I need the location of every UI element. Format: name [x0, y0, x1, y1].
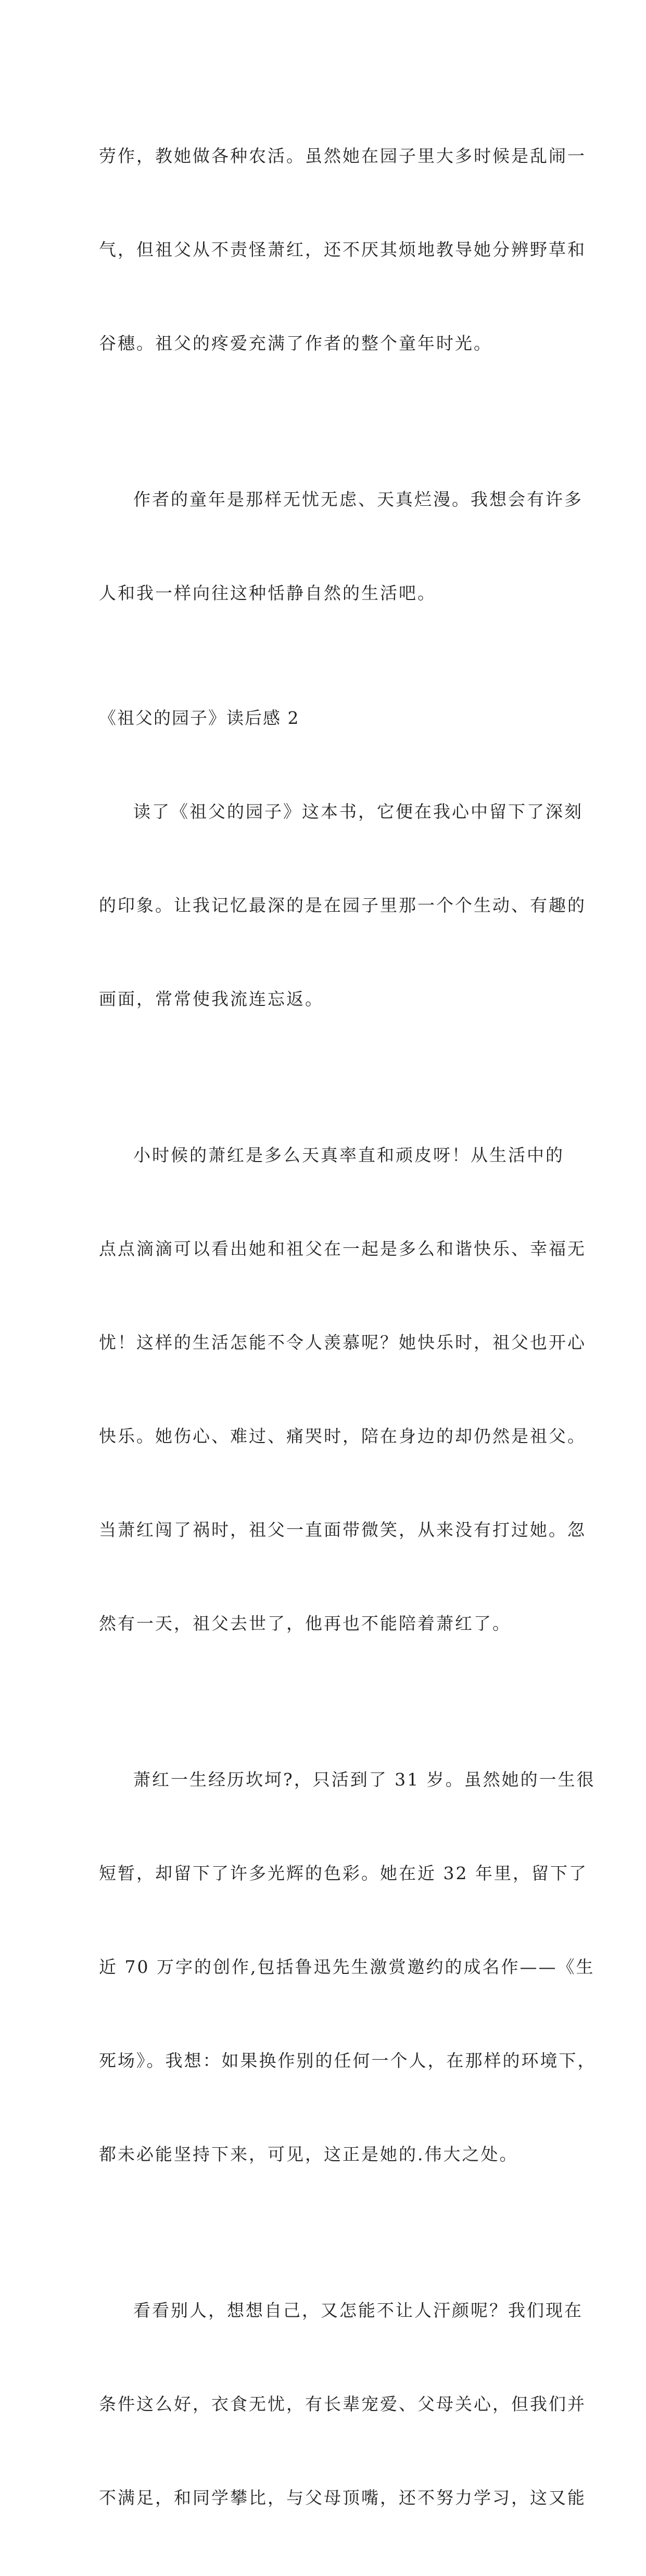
text-line: 不满足，和同学攀比，与父母顶嘴，还不努力学习，这又能 — [99, 2488, 586, 2508]
text-line: 短暂，却留下了许多光辉的色彩。她在近 32 年里，留下了 — [99, 1863, 588, 1883]
text-line: 劳作，教她做各种农活。虽然她在园子里大多时候是乱闹一 — [99, 146, 586, 166]
text-line: 都未必能坚持下来，可见，这正是她的.伟大之处。 — [99, 2144, 518, 2164]
text-line: 人和我一样向往这种恬静自然的生活吧。 — [99, 583, 436, 603]
text-line: 萧红一生经历坎坷?，只活到了 31 岁。虽然她的一生很 — [133, 1769, 596, 1790]
text-line: 忧！这样的生活怎能不令人羡慕呢？她快乐时，祖父也开心 — [99, 1332, 586, 1353]
text-line: 快乐。她伤心、难过、痛哭时，陪在身边的却仍然是祖父。 — [99, 1426, 586, 1446]
paragraph-3 — [99, 734, 586, 1077]
text-line: 小时候的萧红是多么天真率直和顽皮呀！从生活中的 — [133, 1145, 564, 1165]
section-bottom — [99, 734, 597, 2576]
section-heading: 《祖父的园子》读后感 2 — [99, 708, 300, 728]
text-line: 读了《祖父的园子》这本书，它便在我心中留下了深刻 — [133, 801, 583, 822]
text-line: 近 70 万字的创作,包括鲁迅先生激赏邀约的成名作——《生 — [99, 1957, 595, 1977]
text-line: 条件这么好，衣食无忧，有长辈宠爱、父母关心，但我们并 — [99, 2394, 586, 2414]
paragraph-5 — [99, 1702, 597, 2233]
text-line: 当萧红闯了祸时，祖父一直面带微笑，从来没有打过她。忽 — [99, 1520, 586, 1540]
text-line: 点点滴滴可以看出她和祖父在一起是多么和谐快乐、幸福无 — [99, 1239, 586, 1259]
text-line: 谷穗。祖父的疼爱充满了作者的整个童年时光。 — [99, 333, 492, 353]
text-line: 然有一天，祖父去世了，他再也不能陪着萧红了。 — [99, 1613, 511, 1634]
paragraph-2 — [99, 422, 583, 671]
text-line: 作者的童年是那样无忧无虑、天真烂漫。我想会有许多 — [133, 489, 583, 509]
document-body — [99, 78, 597, 2576]
text-line: 画面，常常使我流连忘返。 — [99, 989, 324, 1009]
section-top — [99, 78, 586, 671]
paragraph-1 — [99, 78, 586, 422]
text-line: 死场》。我想：如果换作别的任何一个人，在那样的环境下， — [99, 2050, 597, 2071]
text-line: 看看别人，想想自己，又怎能不让人汗颜呢？我们现在 — [133, 2300, 583, 2320]
paragraph-4 — [99, 1077, 586, 1702]
paragraph-6 — [99, 2233, 586, 2576]
text-line: 的印象。让我记忆最深的是在园子里那一个个生动、有趣的 — [99, 895, 586, 915]
text-line: 气，但祖父从不责怪萧红，还不厌其烦地教导她分辨野草和 — [99, 239, 586, 260]
